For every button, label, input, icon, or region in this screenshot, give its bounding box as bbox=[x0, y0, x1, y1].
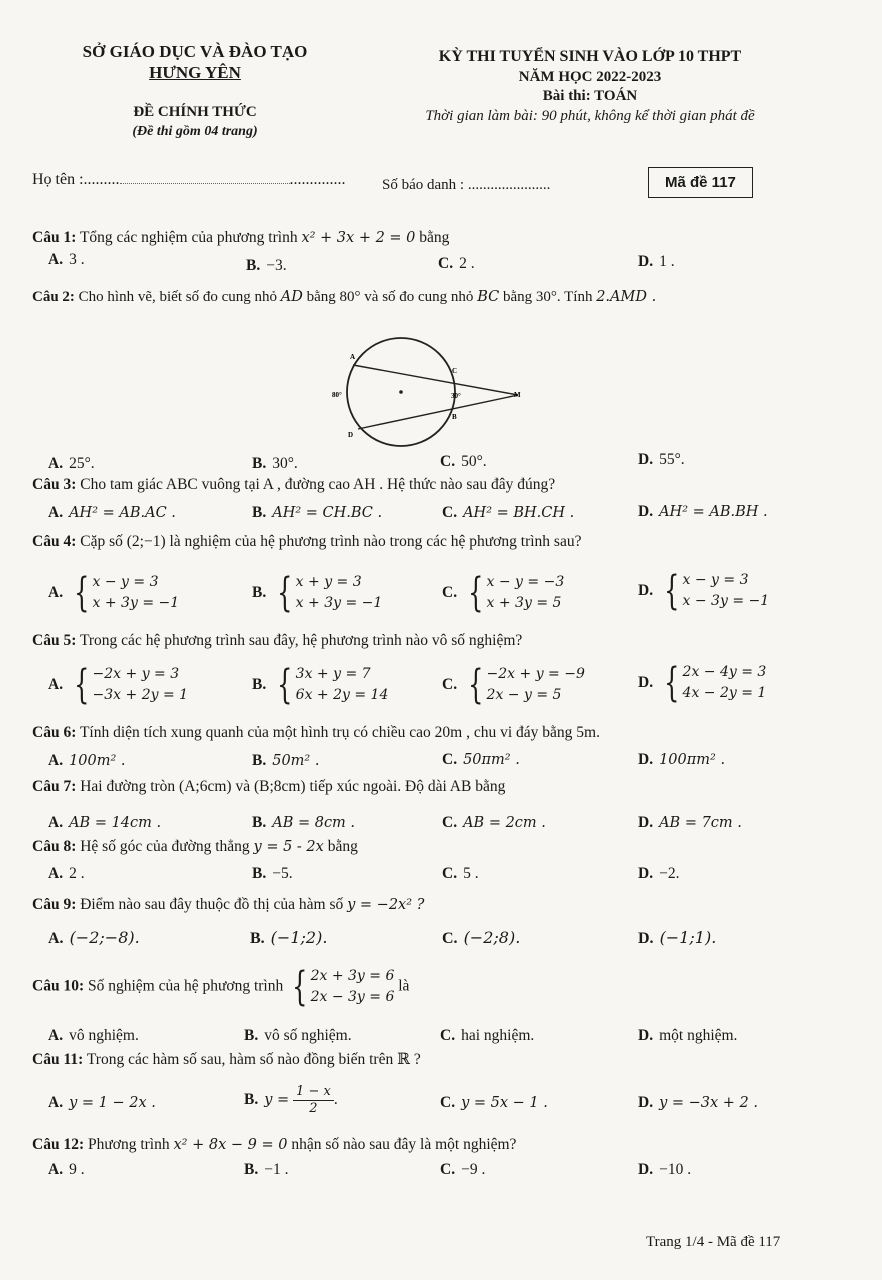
circle-figure bbox=[318, 335, 538, 450]
q4-option-c[interactable]: C. { x − y = −3 x + 3y = 5 bbox=[442, 570, 565, 616]
q5-option-d[interactable]: D. { 2x − 4y = 3 4x − 2y = 1 bbox=[638, 660, 767, 706]
exam-title: KỲ THI TUYỂN SINH VÀO LỚP 10 THPT bbox=[438, 48, 742, 65]
q10-option-d[interactable]: D. một nghiệm. bbox=[638, 1027, 738, 1044]
q6-option-c[interactable]: C. 50πm² . bbox=[442, 751, 520, 768]
question-6: Câu 6: Tính diện tích xung quanh của một hình trụ có chiều cao 20m , chu vi đáy bằng 5m. bbox=[32, 724, 600, 741]
q4-option-a[interactable]: A. { x − y = 3 x + 3y = −1 bbox=[48, 570, 180, 616]
exam-code-box: Mã đề 117 bbox=[648, 167, 753, 198]
q5-option-a[interactable]: A. { −2x + y = 3 −3x + 2y = 1 bbox=[48, 662, 189, 708]
q9-option-d[interactable]: D. (−1;1). bbox=[638, 928, 717, 947]
q1-option-c[interactable]: C. 2 . bbox=[438, 255, 475, 272]
q6-option-b[interactable]: B. 50m² . bbox=[252, 752, 320, 769]
secant-line-a bbox=[353, 365, 518, 395]
question-1: Câu 1: Tổng các nghiệm của phương trình x² + 3x + 2 = 0 bằng bbox=[32, 229, 450, 246]
question-10: Câu 10: Số nghiệm của hệ phương trình { 2x + 3y = 6 2x − 3y = 6 là bbox=[32, 964, 410, 1010]
q7-option-a[interactable]: A. AB = 14cm . bbox=[48, 814, 162, 831]
q8-option-a[interactable]: A. 2 . bbox=[48, 865, 85, 882]
subject: Bài thi: TOÁN bbox=[542, 88, 638, 104]
q6-option-d[interactable]: D. 100πm² . bbox=[638, 751, 726, 768]
q8-option-b[interactable]: B. −5. bbox=[252, 865, 293, 882]
q9-option-c[interactable]: C. (−2;8). bbox=[442, 928, 521, 947]
q11-option-b[interactable]: B. y = $\frac{1 - x}{2}$ . bbox=[244, 1084, 338, 1116]
question-2: Câu 2: Cho hình vẽ, biết số đo cung nhỏ AD bằng 80° và số đo cung nhỏ BC bằng 30°. Tính 2.AMD . bbox=[32, 289, 657, 305]
q12-option-b[interactable]: B. −1 . bbox=[244, 1161, 289, 1178]
q10-option-c[interactable]: C. hai nghiệm. bbox=[440, 1027, 535, 1044]
name-field[interactable]: Họ tên :......... .............. bbox=[32, 171, 346, 188]
q12-option-c[interactable]: C. −9 . bbox=[440, 1161, 486, 1178]
q7-option-d[interactable]: D. AB = 7cm . bbox=[638, 814, 742, 831]
page-footer: Trang 1/4 - Mã đề 117 bbox=[646, 1234, 781, 1250]
q4-option-d[interactable]: D. { x − y = 3 x − 3y = −1 bbox=[638, 568, 770, 614]
time-note: Thời gian làm bài: 90 phút, không kể thời gian phát đề bbox=[425, 108, 755, 124]
department-name: SỞ GIÁO DỤC VÀ ĐÀO TẠO bbox=[82, 42, 308, 61]
candidate-number-field[interactable]: Số báo danh : ...................... bbox=[382, 177, 551, 193]
question-4: Câu 4: Cặp số (2;−1) là nghiệm của hệ phương trình nào trong các hệ phương trình sau? bbox=[32, 533, 582, 550]
center-dot bbox=[399, 390, 403, 394]
q5-option-b[interactable]: B. { 3x + y = 7 6x + 2y = 14 bbox=[252, 662, 389, 708]
label-m: M bbox=[514, 391, 521, 399]
q2-option-a[interactable]: A. 25°. bbox=[48, 455, 95, 472]
secant-line-d bbox=[358, 395, 518, 429]
q8-option-d[interactable]: D. −2. bbox=[638, 865, 680, 882]
question-9: Câu 9: Điểm nào sau đây thuộc đồ thị của hàm số y = −2x² ? bbox=[32, 896, 425, 913]
label-b: B bbox=[452, 413, 457, 421]
label-c: C bbox=[452, 367, 458, 375]
q2-option-b[interactable]: B. 30°. bbox=[252, 455, 298, 472]
label-a: A bbox=[350, 353, 356, 361]
q7-option-c[interactable]: C. AB = 2cm . bbox=[442, 814, 546, 831]
q3-option-b[interactable]: B. AH² = CH.BC . bbox=[252, 504, 383, 521]
q12-option-a[interactable]: A. 9 . bbox=[48, 1161, 85, 1178]
question-3: Câu 3: Cho tam giác ABC vuông tại A , đường cao AH . Hệ thức nào sau đây đúng? bbox=[32, 476, 556, 493]
q1-option-a[interactable]: A. 3 . bbox=[48, 251, 85, 268]
question-8: Câu 8: Hệ số góc của đường thẳng y = 5 - 2x bằng bbox=[32, 838, 358, 855]
label-30deg: 30° bbox=[451, 392, 461, 400]
label-d: D bbox=[348, 431, 354, 439]
q5-option-c[interactable]: C. { −2x + y = −9 2x − y = 5 bbox=[442, 662, 585, 708]
q7-option-b[interactable]: B. AB = 8cm . bbox=[252, 814, 356, 831]
q9-option-a[interactable]: A. (−2;−8). bbox=[48, 928, 140, 947]
q12-option-d[interactable]: D. −10 . bbox=[638, 1161, 692, 1178]
q11-option-a[interactable]: A. y = 1 − 2x . bbox=[48, 1094, 156, 1111]
q3-option-c[interactable]: C. AH² = BH.CH . bbox=[442, 504, 575, 521]
q10-option-b[interactable]: B. vô số nghiệm. bbox=[244, 1027, 352, 1044]
question-11: Câu 11: Trong các hàm số sau, hàm số nào đồng biến trên ℝ ? bbox=[32, 1051, 421, 1068]
q1-option-d[interactable]: D. 1 . bbox=[638, 253, 675, 270]
q10-option-a[interactable]: A. vô nghiệm. bbox=[48, 1027, 139, 1044]
official-label: ĐỀ CHÍNH THỨC bbox=[133, 104, 257, 120]
q6-option-a[interactable]: A. 100m² . bbox=[48, 752, 126, 769]
question-7: Câu 7: Hai đường tròn (A;6cm) và (B;8cm) tiếp xúc ngoài. Độ dài AB bằng bbox=[32, 778, 506, 795]
label-80deg: 80° bbox=[332, 391, 342, 399]
question-5: Câu 5: Trong các hệ phương trình sau đây, hệ phương trình nào vô số nghiệm? bbox=[32, 632, 523, 649]
q2-option-c[interactable]: C. 50°. bbox=[440, 453, 487, 470]
q9-option-b[interactable]: B. (−1;2). bbox=[250, 928, 328, 947]
q1-option-b[interactable]: B. −3. bbox=[246, 257, 287, 274]
q2-option-d[interactable]: D. 55°. bbox=[638, 451, 685, 468]
q3-option-a[interactable]: A. AH² = AB.AC . bbox=[48, 504, 176, 521]
q4-option-b[interactable]: B. { x + y = 3 x + 3y = −1 bbox=[252, 570, 383, 616]
province-name: HƯNG YÊN bbox=[149, 63, 241, 82]
pages-note: (Đề thi gồm 04 trang) bbox=[132, 124, 258, 139]
q11-option-c[interactable]: C. y = 5x − 1 . bbox=[440, 1094, 548, 1111]
q11-option-d[interactable]: D. y = −3x + 2 . bbox=[638, 1094, 759, 1111]
q8-option-c[interactable]: C. 5 . bbox=[442, 865, 479, 882]
question-12: Câu 12: Phương trình x² + 8x − 9 = 0 nhận số nào sau đây là một nghiệm? bbox=[32, 1136, 517, 1153]
q3-option-d[interactable]: D. AH² = AB.BH . bbox=[638, 503, 768, 520]
school-year: NĂM HỌC 2022-2023 bbox=[518, 69, 662, 85]
